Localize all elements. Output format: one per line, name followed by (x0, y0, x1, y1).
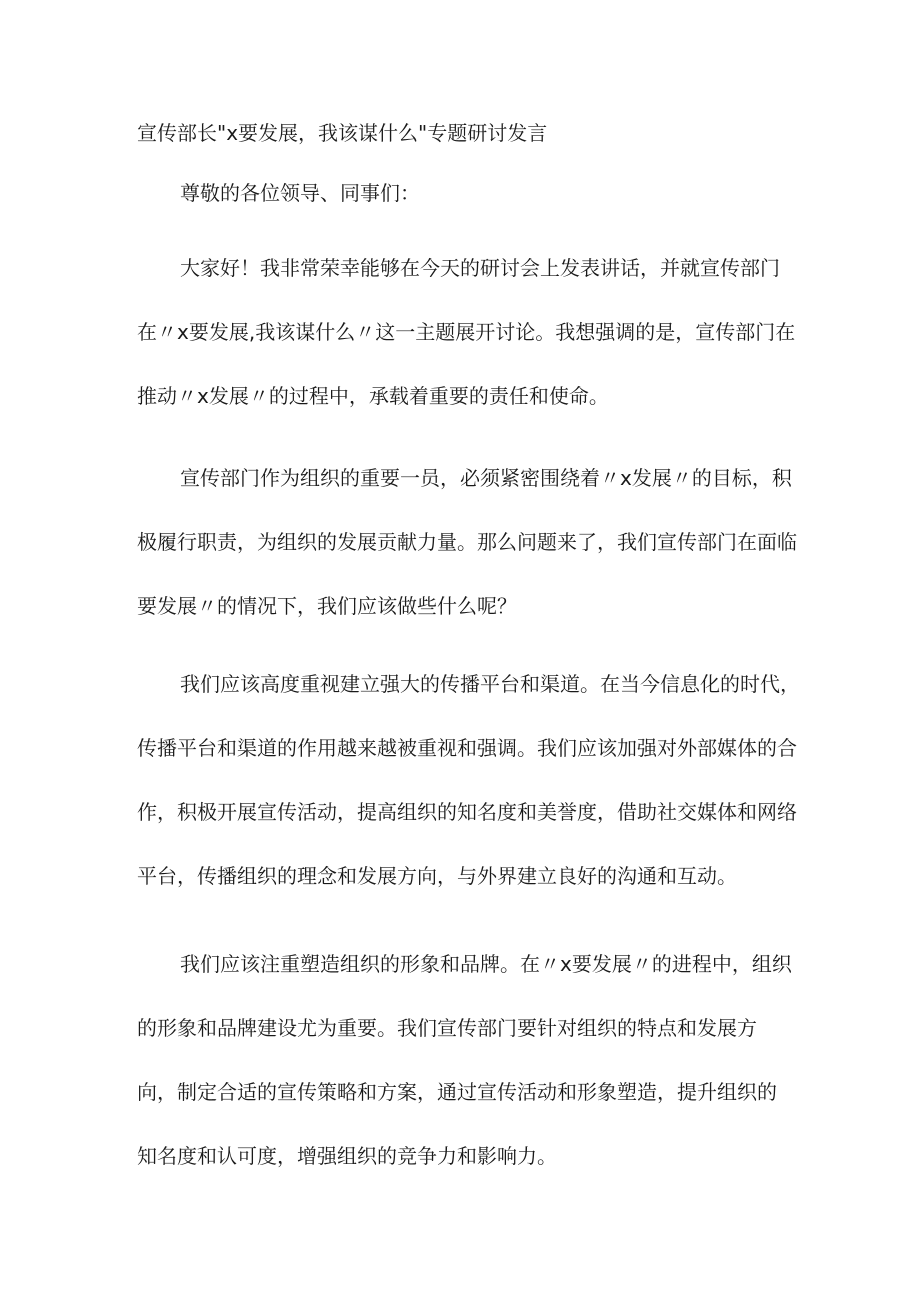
paragraph-line: 要发展〃的情况下，我们应该做些什么呢？ (137, 594, 517, 618)
paragraph-line: 我们应该注重塑造组织的形象和品牌。在〃x要发展〃的进程中，组织 (180, 952, 792, 976)
paragraph-3 (137, 652, 800, 908)
paragraph-line: 宣传部门作为组织的重要一员，必须紧密围绕着〃x发展〃的目标，积 (180, 466, 792, 490)
paragraph-1 (137, 236, 797, 428)
paragraph-2 (137, 446, 797, 638)
paragraph-line: 我们应该高度重视建立强大的传播平台和渠道。在当今信息化的时代， (180, 672, 800, 696)
paragraph-line: 大家好！我非常荣幸能够在今天的研讨会上发表讲话，并就宣传部门 (180, 256, 780, 280)
salutation: 尊敬的各位领导、同事们： (180, 181, 420, 205)
paragraph-line: 推动〃x发展〃的过程中，承载着重要的责任和使命。 (137, 384, 609, 408)
paragraph-line: 知名度和认可度，增强组织的竞争力和影响力。 (137, 1144, 557, 1168)
paragraph-4 (137, 932, 797, 1188)
paragraph-line: 极履行职责，为组织的发展贡献力量。那么问题来了，我们宣传部门在面临 (137, 530, 797, 554)
paragraph-line: 的形象和品牌建设尤为重要。我们宣传部门要针对组织的特点和发展方 (137, 1016, 757, 1040)
paragraph-line: 平台，传播组织的理念和发展方向，与外界建立良好的沟通和互动。 (137, 864, 737, 888)
paragraph-line: 传播平台和渠道的作用越来越被重视和强调。我们应该加强对外部媒体的合 (137, 736, 797, 760)
paragraph-line: 作，积极开展宣传活动，提高组织的知名度和美誉度，借助社交媒体和网络 (137, 800, 797, 824)
paragraph-line: 向，制定合适的宣传策略和方案，通过宣传活动和形象塑造，提升组织的 (137, 1080, 777, 1104)
document-title: 宣传部长"x要发展，我该谋什么"专题研讨发言 (137, 121, 548, 145)
paragraph-line: 在〃x要发展,我该谋什么〃这一主题展开讨论。我想强调的是，宣传部门在 (137, 320, 796, 344)
